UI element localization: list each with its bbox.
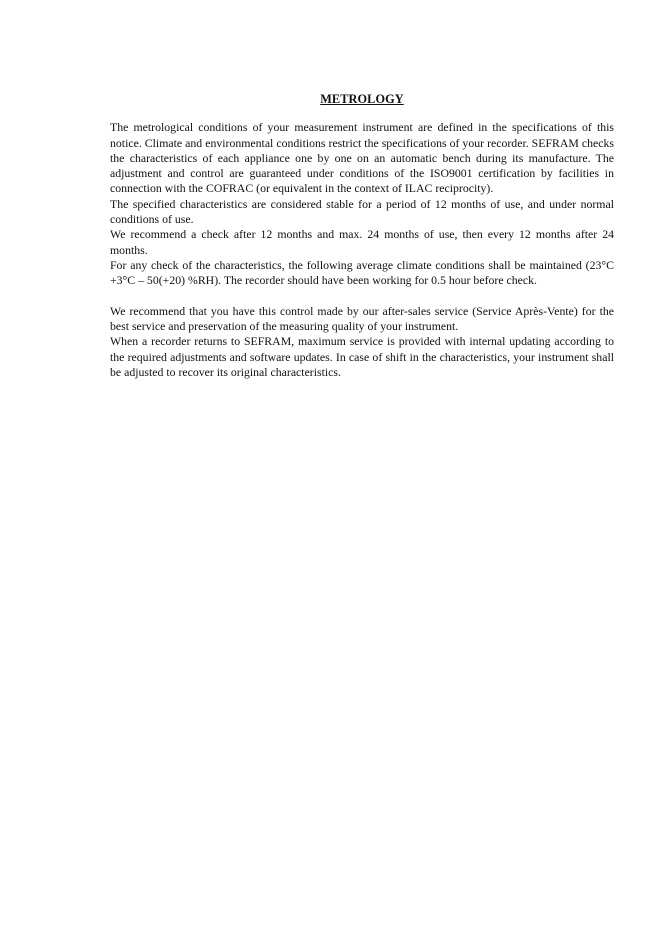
paragraph-stability: The specified characteristics are considered stable for a period of 12 months of use, and under normal conditions of use.: [110, 196, 614, 227]
paragraph-recorder-return: When a recorder returns to SEFRAM, maximum service is provided with internal updating according to the required adjustments and software updates. In case of shift in the characteristics, your instrument shall be adjusted to recover its original characteristics.: [110, 334, 614, 380]
paragraph-check-interval: We recommend a check after 12 months and max. 24 months of use, then every 12 months after 24 months.: [110, 227, 614, 257]
paragraph-metrological-conditions: The metrological conditions of your measurement instrument are defined in the specifications of this notice. Climate and environmental conditions restrict the specifications of your recorder. SEFRAM checks the characteristics of each appliance one by one on an automatic bench during its manufacture. The adjustment and control are guaranteed under conditions of the ISO9001 certification by facilities in connection with the COFRAC (or equivalent in the context of ILAC reciprocity).: [110, 120, 614, 196]
document-body: [110, 92, 614, 380]
paragraph-climate-conditions: For any check of the characteristics, the following average climate conditions shall be maintained (23°C +3°C – 50(+20) %RH). The recorder should have been working for 0.5 hour before check.: [110, 257, 614, 288]
paragraph-spacer: [110, 289, 614, 304]
page-title: METROLOGY: [320, 92, 404, 106]
paragraph-after-sales-service: We recommend that you have this control made by our after-sales service (Service Après-Vente) for the best service and preservation of the measuring quality of your instrument.: [110, 303, 614, 334]
